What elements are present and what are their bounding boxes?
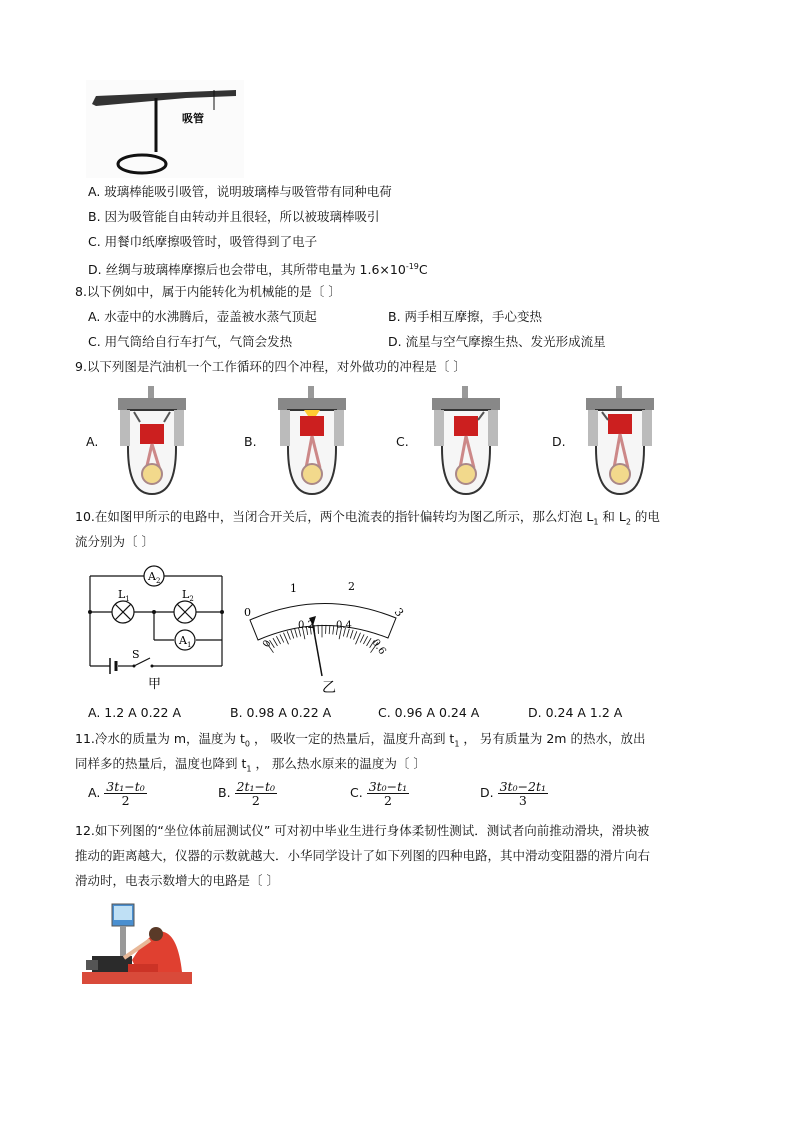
dial-tick-bottom-0: 0 (261, 638, 274, 650)
q10-stem-line2: 流分别为〔 〕 (75, 534, 154, 549)
sit-and-reach-photo (82, 900, 192, 986)
q10-option-d: D. 0.24 A 1.2 A (528, 705, 623, 720)
q9-label-b: B. (244, 434, 257, 449)
q11-option-b: B. $\frac{\text{2t₁−t₀}}{2}$ (218, 779, 276, 808)
q11-stem-line1: 11.冷水的质量为 m，温度为 $t_0$ ， 吸收一定的热量后，温度升高到 $t_1$ ， 另有质量为 2m 的热水，放出 (75, 731, 646, 749)
dial-tick-top-2: 2 (348, 580, 355, 593)
dial-tick-bottom-1: 0.2 (298, 620, 314, 631)
dial-tick-mark (329, 625, 330, 634)
dial-tick-mark (276, 636, 280, 644)
dial-tick-mark (354, 631, 357, 639)
q11-option-a: A. $\frac{\text{3t₁−t₀}}{2}$ (88, 779, 145, 808)
ammeter-a2-label: $A_2$ (148, 570, 161, 585)
q9-stem: 9.以下列图是汽油机一个工作循环的四个冲程，对外做功的冲程是〔 〕 (75, 359, 466, 374)
dial-tick-mark (333, 626, 334, 635)
q7-option-a: A. 玻璃棒能吸引吸管，说明玻璃棒与吸管带有同种电荷 (88, 184, 392, 199)
q12-stem-line2: 推动的距离越大，仪器的示数就越大．小华同学设计了如下列图的四种电路，其中滑动变阻器的滑片向右 (75, 848, 651, 863)
q10-option-b: B. 0.98 A 0.22 A (230, 705, 332, 720)
dial-tick-mark (280, 634, 284, 642)
straw-label: 吸管 (182, 112, 204, 125)
lamp-l2-label: $L_2$ (182, 588, 194, 603)
q9-label-c: C. (396, 434, 409, 449)
q11-option-d: D. $\frac{\text{3t₀−2t₁}}{3}$ (480, 779, 547, 808)
engine-stroke-c (428, 386, 504, 498)
lamp-l1-label: $L_1$ (118, 588, 130, 603)
ammeter-a1-label: $A_1$ (179, 634, 192, 649)
dial-tick-bottom-2: 0.4 (336, 620, 352, 631)
dial-tick-bottom-3: 0.6 (369, 637, 388, 657)
q8-option-b: B. 两手相互摩擦，手心变热 (388, 309, 543, 324)
q7-option-b: B. 因为吸管能自由转动并且很轻，所以被玻璃棒吸引 (88, 209, 380, 224)
dial-tick-mark (291, 630, 294, 639)
circuit-caption: 甲 (148, 677, 162, 692)
q11-option-c: C. $\frac{\text{3t₀−t₁}}{2}$ (350, 779, 408, 808)
q12-stem-line1: 12.如下列图的“坐位体前屈测试仪” 可对初中毕业生进行身体柔韧性测试．测试者向前推动滑块，滑块被 (75, 823, 650, 838)
dial-tick-top-3: 3 (391, 605, 407, 620)
dial-tick-mark (350, 630, 353, 639)
engine-stroke-a (114, 386, 190, 498)
engine-stroke-b (274, 386, 350, 498)
dial-tick-mark (284, 633, 289, 645)
circuit-diagram-jia (82, 562, 230, 692)
switch-label: S (132, 648, 140, 661)
q9-label-d: D. (552, 434, 566, 449)
engine-stroke-d (582, 386, 658, 498)
ammeter-dial-yi (240, 572, 412, 694)
q11-stem-line2: 同样多的热量后，温度也降到 $t_1$ ， 那么热水原来的温度为〔 〕 (75, 756, 426, 774)
dial-tick-top-0: 0 (244, 606, 251, 619)
dial-tick-mark (287, 631, 290, 639)
q7-option-d: D. 丝绸与玻璃棒摩擦后也会带电，其所带电量为 $1.6\times 10^{-19}C$ (88, 262, 428, 278)
dial-tick-mark (295, 629, 298, 638)
q12-stem-line3: 滑动时，电表示数增大的电路是〔 〕 (75, 873, 279, 888)
q9-label-a: A. (86, 434, 99, 449)
q10-option-c: C. 0.96 A 0.24 A (378, 705, 480, 720)
q8-option-d: D. 流星与空气摩擦生热、发光形成流星 (388, 334, 606, 349)
q8-option-c: C. 用气筒给自行车打气，气筒会发热 (88, 334, 293, 349)
dial-tick-mark (360, 634, 364, 642)
dial-tick-mark (363, 636, 367, 644)
q10-stem: 10.在如图甲所示的电路中，当闭合开关后，两个电流表的指针偏转均为图乙所示，那么灯泡 $L_1$ 和 $L_2$ 的电 (75, 509, 660, 527)
dial-tick-top-1: 1 (290, 582, 297, 595)
q8-stem: 8.以下例如中，属于内能转化为机械能的是〔 〕 (75, 284, 341, 299)
q8-option-a: A. 水壶中的水沸腾后，壶盖被水蒸气顶起 (88, 309, 317, 324)
glass-rod-straw-figure (86, 80, 244, 178)
dial-tick-mark (356, 633, 361, 645)
q10-option-a: A. 1.2 A 0.22 A (88, 705, 182, 720)
q7-option-c: C. 用餐巾纸摩擦吸管时，吸管得到了电子 (88, 234, 318, 249)
meter-caption: 乙 (322, 680, 336, 694)
dial-tick-mark (273, 638, 278, 646)
